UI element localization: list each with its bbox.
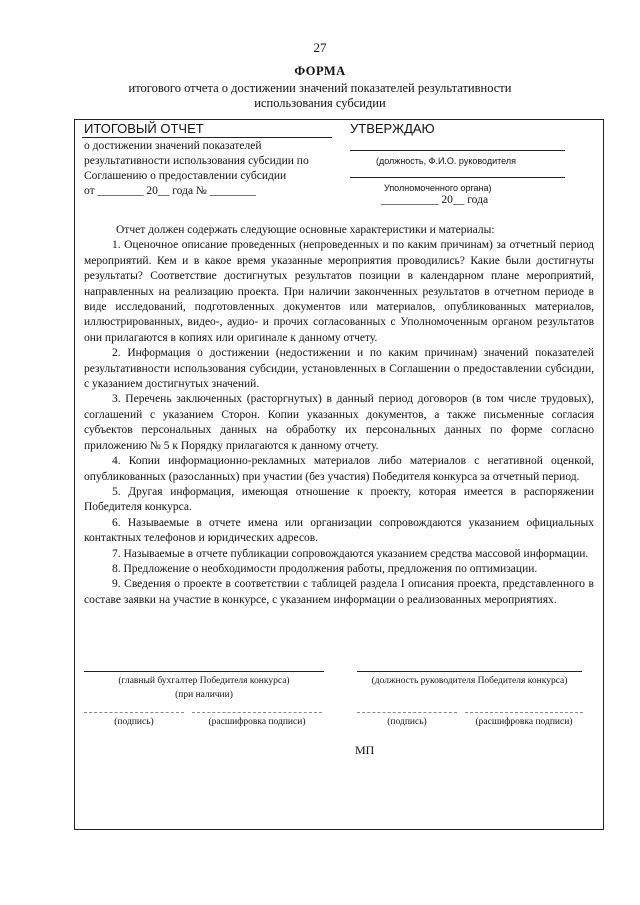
intro-text: Отчет должен содержать следующие основные характеристики и материалы: [116,224,495,236]
report-header-line3: Соглашению о предоставлении субсидии [84,170,287,182]
accountant-line [84,671,324,672]
form-subtitle-line2: использования субсидии [254,96,386,110]
sign-line-1 [84,712,184,713]
decode-line-1 [192,712,322,713]
paragraph-8: 8. Предложение о необходимости продолжения работы, предложения по оптимизации. [112,562,538,575]
signature-caption-1: (подпись) [114,717,154,727]
paragraph-4: 4. Копии информационно-рекламных материалов либо материалов с негативной оценкой, опубликованных (разосланных) при участии (без участия) Победителя конкурса за отчетный период. [84,455,594,483]
approval-caption1: (должность, Ф.И.О. руководителя [376,156,516,166]
approval-line1 [350,150,565,151]
approval-title: УТВЕРЖДАЮ [350,121,435,136]
decode-line-2 [465,712,583,713]
report-title: ИТОГОВЫЙ ОТЧЕТ [84,121,204,136]
accountant-caption-note: (при наличии) [175,690,233,700]
paragraph-9: 9. Сведения о проекте в соответствии с таблицей раздела I описания проекта, представленного в составе заявки на участие в конкурсе, с указанием информации о реализованных мероприятиях. [84,578,594,606]
report-header-line1: о достижении значений показателей [84,140,262,152]
page-number: 27 [313,40,327,55]
report-body [84,223,594,608]
approval-date: __________ 20__ года [381,194,489,206]
stamp-place: МП [355,743,375,757]
sign-line-2 [357,712,457,713]
form-subtitle-line1: итогового отчета о достижении значений показателей результативности [128,81,512,95]
paragraph-3: 3. Перечень заключенных (расторгнутых) в данный период договоров (в том числе трудовых), соглашений с указанием Сторон. Копии указанных документов, а также письменные согласия субъектов персональных данных на обработку их персональных данных по форме согласно приложению № 5 к Порядку прилагаются к данному отчету. [84,393,594,452]
director-caption: (должность руководителя Победителя конкурса) [371,676,568,686]
accountant-caption: (главный бухгалтер Победителя конкурса) [118,676,290,686]
paragraph-6: 6. Называемые в отчете имена или организации сопровождаются указанием официальных контактных телефонов и юридических адресов. [84,516,594,545]
approval-line2 [350,177,565,178]
report-header-line2: результативности использования субсидии по [84,155,309,167]
paragraph-1: 1. Оценочное описание проведенных (непроведенных и по каким причинам) за отчетный период мероприятий. Кем и в какое время указанные мероприятия проводились? Какие были достигнуты результаты? Соответствие достигнутых результатов позиции в календарном плане мероприятий, направленных на реализацию проекта. При наличии законченных результатов в отчетном периоде в виде исследований, подготовленных документов или материалов, опубликованных материалов, иллюстрированных, видео-, аудио- и прочих согласованных с Уполномоченным органом результатов они прилагаются в копиях или оригинале к данному отчету. [84,239,594,344]
paragraph-2: 2. Информация о достижении (недостижении и по каким причинам) значений показателей результативности использования субсидии, установленных в Соглашении о предоставлении субсидии, с указанием достигнутых значений. [84,347,594,391]
director-line [357,671,582,672]
decode-caption-1: (расшифровка подписи) [208,717,306,727]
signature-caption-2: (подпись) [387,717,427,727]
form-title: ФОРМА [294,64,346,78]
paragraph-5: 5. Другая информация, имеющая отношение к проекту, которая имеется в распоряжении Победителя конкурса. [84,485,594,514]
report-header-line4: от ________ 20__ года № ________ [84,185,256,197]
decode-caption-2: (расшифровка подписи) [475,717,573,727]
paragraph-7: 7. Называемые в отчете публикации сопровождаются указанием средства массовой информации. [112,547,589,560]
approval-caption2: Уполномоченного органа) [384,183,492,193]
report-title-underline [82,137,332,138]
